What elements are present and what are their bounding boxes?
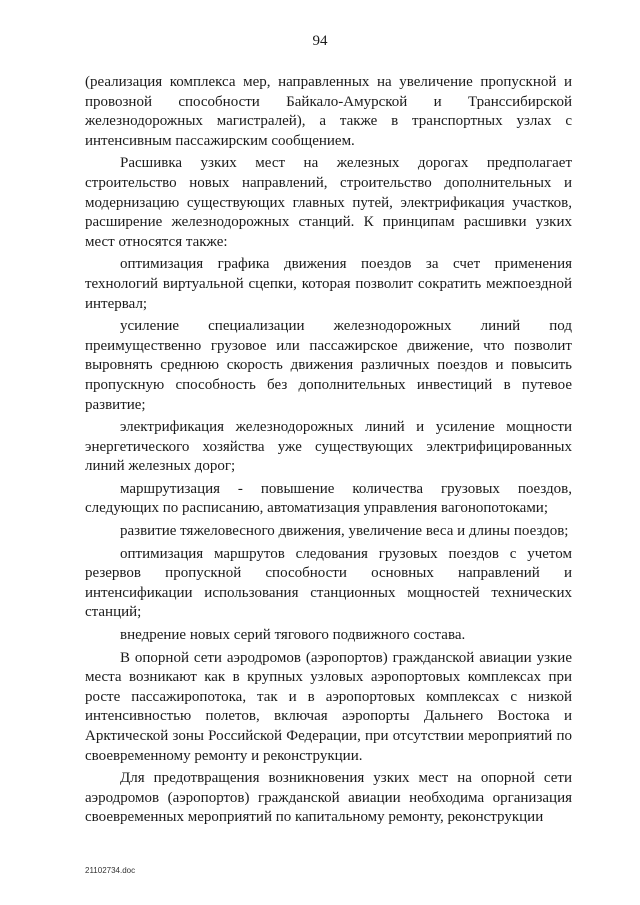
page-number: 94: [312, 33, 328, 49]
list-item: развитие тяжеловесного движения, увеличение веса и длины поездов;: [120, 523, 569, 540]
document-body: [85, 73, 572, 828]
paragraph-continuation: (реализация комплекса мер, направленных на увеличение пропускной и провозной способности Байкало-Амурской и Транссибирской железнодорожных магистралей), а также в транспортных узлах с интенсивным пассажирским сообщением.: [85, 74, 572, 149]
list-item: электрификация железнодорожных линий и усиление мощности энергетического хозяйства уже существующих электрифицированных линий железных дорог;: [85, 419, 572, 475]
list-item: маршрутизация - повышение количества грузовых поездов, следующих по расписанию, автоматизация управления вагонопотоками;: [85, 480, 572, 517]
list-item: усиление специализации железнодорожных линий под преимущественно грузовое или пассажирское движение, что позволит выровнять среднюю скорость движения различных поездов и повысить пропускную способность без дополнительных инвестиций в путевое развитие;: [85, 318, 572, 413]
paragraph-railway-intro: Расшивка узких мест на железных дорогах предполагает строительство новых направлений, строительство дополнительных и модернизацию существующих главных путей, электрификация участков, расширение железнодорожных станций. К принципам расшивки узких мест относятся также:: [85, 155, 572, 250]
list-item: оптимизация маршрутов следования грузовых поездов с учетом резервов пропускной способности основных направлений и интенсификации использования станционных мощностей технических станций;: [85, 545, 572, 621]
document-footer-filename: 21102734.doc: [85, 866, 136, 875]
list-item: внедрение новых серий тягового подвижного состава.: [120, 627, 466, 644]
paragraph-airports: В опорной сети аэродромов (аэропортов) гражданской авиации узкие места возникают как в крупных узловых аэропортовых комплексах при росте пассажиропотока, так и в аэропортовых комплексах с низкой интенсивностью полетов, включая аэропорты Дальнего Востока и Арктической зоны Российской Федерации, при отсутствии мероприятий по своевременному ремонту и реконструкции.: [85, 649, 572, 764]
paragraph-prevention: Для предотвращения возникновения узких мест на опорной сети аэродромов (аэропортов) гражданской авиации необходима организация своевременных мероприятий по капитальному ремонту, реконструкции: [85, 770, 572, 826]
list-item: оптимизация графика движения поездов за счет применения технологий виртуальной сцепки, которая позволит сократить межпоездной интервал;: [85, 256, 572, 312]
